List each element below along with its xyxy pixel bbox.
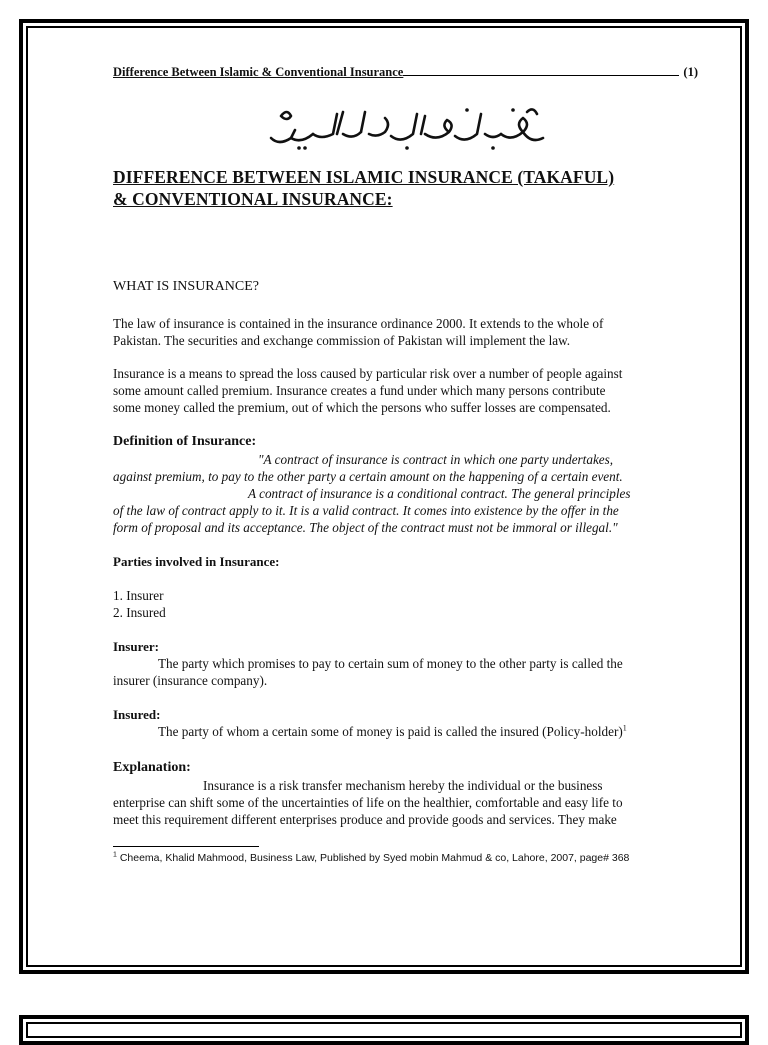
text-line: insurer (insurance company).: [113, 673, 268, 688]
text-line: Insurance is a means to spread the loss caused by particular risk over a number of people against: [113, 366, 623, 381]
text-line: The party which promises to pay to certain sum of money to the other party is called the: [158, 656, 623, 671]
footnote-mark: 1: [113, 851, 117, 859]
next-page-border: [19, 1015, 749, 1045]
page-number: (1): [683, 65, 698, 79]
explanation-paragraph: [113, 777, 698, 828]
what-is-insurance-heading: WHAT IS INSURANCE?: [113, 279, 259, 294]
text-line: "A contract of insurance is contract in which one party undertakes,: [258, 452, 614, 467]
footnote-separator: [113, 846, 259, 847]
insured-heading: Insured:: [113, 707, 161, 722]
parties-heading: Parties involved in Insurance:: [113, 554, 280, 569]
text-line: A contract of insurance is a conditional contract. The general principles: [248, 486, 631, 501]
what-is-paragraph-2: [113, 365, 698, 416]
text-line: The law of insurance is contained in the insurance ordinance 2000. It extends to the whole of: [113, 316, 604, 331]
text-line: against premium, to pay to the other party a certain amount on the happening of a certain event.: [113, 469, 623, 484]
main-title-line-1: DIFFERENCE BETWEEN ISLAMIC INSURANCE (TAKAFUL): [113, 167, 615, 187]
list-item: 2. Insured: [113, 605, 166, 620]
list-item: 1. Insurer: [113, 588, 164, 603]
text-line: of the law of contract apply to it. It is a valid contract. It comes into existence by the offer in the: [113, 503, 619, 518]
basmala-calligraphy: [113, 104, 698, 154]
text-line: [113, 723, 698, 740]
insurer-paragraph: [113, 655, 698, 689]
basmala-image: [261, 104, 551, 154]
insured-text: The party of whom a certain some of money is paid is called the insured (Policy-holder): [158, 724, 623, 739]
text-line: form of proposal and its acceptance. The object of the contract must not be immoral or illegal.": [113, 520, 618, 535]
insured-paragraph: [113, 723, 698, 740]
text-line: Insurance is a risk transfer mechanism hereby the individual or the business: [203, 778, 603, 793]
parties-list: [113, 587, 698, 621]
text-line: some money called the premium, out of which the persons who suffer losses are compensated.: [113, 400, 611, 415]
footnote: [113, 851, 698, 865]
text-line: Pakistan. The securities and exchange commission of Pakistan will implement the law.: [113, 333, 571, 348]
footnote-reference: 1: [622, 723, 627, 733]
text-line: some amount called premium. Insurance creates a fund under which many persons contribute: [113, 383, 606, 398]
text-line: meet this requirement different enterprises produce and provide goods and services. They make: [113, 812, 617, 827]
running-head-title: Difference Between Islamic & Conventional Insurance: [113, 65, 404, 79]
main-title: [113, 166, 698, 210]
what-is-paragraph-1: [113, 315, 698, 349]
main-title-line-2: & CONVENTIONAL INSURANCE:: [113, 189, 393, 209]
running-head: [113, 62, 698, 80]
page-content: [113, 62, 698, 865]
insurer-heading: Insurer:: [113, 639, 159, 654]
next-page-border-inner: [26, 1022, 742, 1038]
definition-quote: [113, 451, 698, 536]
text-line: enterprise can shift some of the uncertainties of life on the healthier, comfortable and easy life to: [113, 795, 623, 810]
basmala-text: بِسْمِ اللهِ الرَّحْمٰنِ الرَّحِيْمِ: [260, 104, 271, 105]
running-head-rule: [403, 75, 679, 76]
footnote-text: Cheema, Khalid Mahmood, Business Law, Published by Syed mobin Mahmud & co, Lahore, 2007, page# 368: [116, 852, 630, 864]
explanation-heading: Explanation:: [113, 760, 191, 775]
definition-heading: Definition of Insurance:: [113, 434, 257, 449]
